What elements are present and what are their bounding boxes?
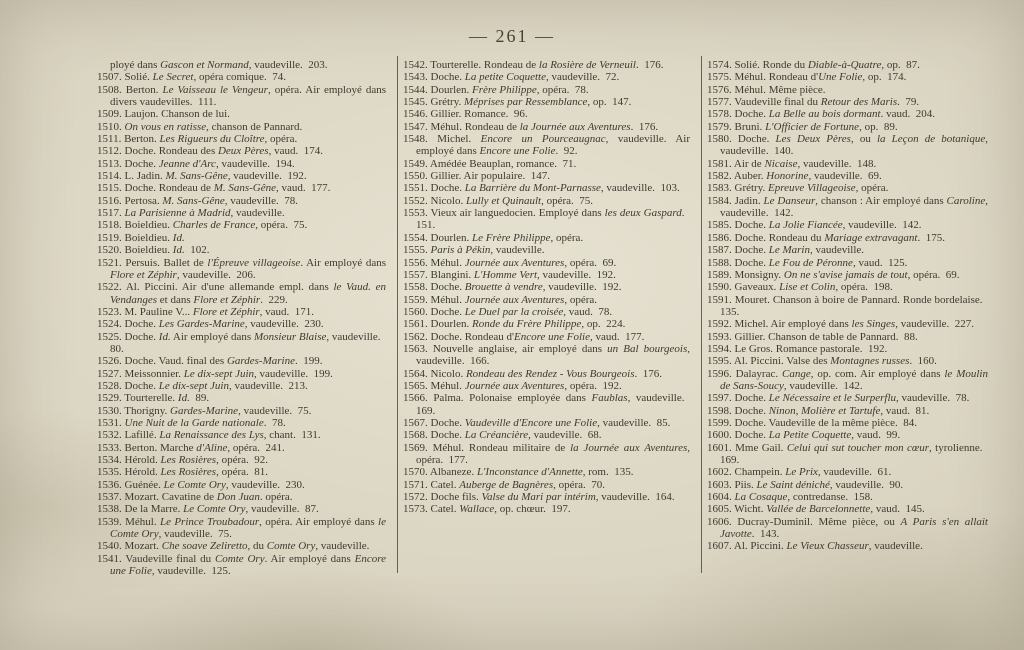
catalog-entry: 1566. Palma. Polonaise employée dans Faublas, vaudeville. 169.: [403, 392, 690, 417]
catalog-entry: 1558. Doche. Brouette à vendre, vaudeville. 192.: [403, 281, 622, 294]
catalog-entry: 1572. Doche fils. Valse du Mari par intérim, vaudeville. 164.: [403, 491, 675, 504]
catalog-entry: 1587. Doche. Le Marin, vaudeville.: [707, 244, 865, 257]
catalog-entry: 1560. Doche. Le Duel par la croisée, vaud. 78.: [403, 305, 613, 318]
catalog-entry: 1526. Doche. Vaud. final des Gardes-Marine. 199.: [97, 355, 323, 368]
catalog-entry: 1546. Gillier. Romance. 96.: [403, 108, 528, 121]
catalog-columns: [0, 59, 1024, 577]
catalog-entry: 1595. Al. Piccini. Valse des Montagnes russes. 160.: [707, 355, 937, 368]
catalog-entry: 1522. Al. Piccini. Air d'une allemande empl. dans le Vaud. en Vendanges et dans Flore et Zéphir. 229.: [97, 281, 386, 306]
catalog-entry: 1588. Doche. Le Fou de Péronne, vaud. 125.: [707, 256, 908, 269]
catalog-entry: 1556. Méhul. Journée aux Aventures, opéra. 69.: [403, 256, 617, 269]
catalog-entry: 1579. Bruni. L'Officier de Fortune, op. 89.: [707, 120, 898, 133]
catalog-entry: 1600. Doche. La Petite Coquette, vaud. 99.: [707, 429, 901, 442]
catalog-entry: 1530. Thorigny. Gardes-Marine, vaudeville. 75.: [97, 404, 312, 417]
catalog-entry: 1552. Nicolo. Lully et Quinault, opéra. 75.: [403, 194, 594, 207]
catalog-entry: 1573. Catel. Wallace, op. chœur. 197.: [403, 503, 571, 516]
catalog-entry: 1527. Meissonnier. Le dix-sept Juin, vaudeville. 199.: [97, 367, 333, 380]
catalog-entry: 1509. Laujon. Chanson de lui.: [97, 108, 230, 121]
catalog-entry: 1519. Boieldieu. Id.: [97, 231, 185, 244]
catalog-entry: 1517. La Parisienne à Madrid, vaudeville.: [97, 207, 285, 220]
catalog-entry: 1585. Doche. La Jolie Fiancée, vaudeville. 142.: [707, 219, 922, 232]
catalog-entry: 1516. Pertosa. M. Sans-Gêne, vaudeville. 78.: [97, 194, 299, 207]
catalog-entry: 1535. Hérold. Les Rosières, opéra. 81.: [97, 466, 268, 479]
catalog-entry: 1571. Catel. Auberge de Bagnères, opéra. 70.: [403, 478, 606, 491]
catalog-entry: 1507. Solié. Le Secret, opéra comique. 74.: [97, 71, 287, 84]
catalog-column-2: [403, 59, 690, 577]
page-number: — 261 —: [469, 26, 555, 46]
catalog-entry: 1553. Vieux air languedocien. Employé dans les deux Gaspard. 151.: [403, 207, 690, 232]
catalog-entry: 1577. Vaudeville final du Retour des Maris. 79.: [707, 96, 920, 109]
catalog-entry: 1523. M. Pauline V... Flore et Zéphir, vaud. 171.: [97, 305, 315, 318]
catalog-entry: 1562. Doche. Rondeau d'Encore une Folie, vaud. 177.: [403, 330, 645, 343]
catalog-entry: 1564. Nicolo. Rondeau des Rendez - Vous Bourgeois. 176.: [403, 367, 662, 380]
catalog-entry: 1550. Gillier. Air populaire. 147.: [403, 170, 550, 183]
catalog-entry: 1607. Al. Piccini. Le Vieux Chasseur, vaudeville.: [707, 540, 923, 553]
catalog-entry: 1513. Doche. Jeanne d'Arc, vaudeville. 194.: [97, 157, 295, 170]
catalog-entry: 1561. Dourlen. Ronde du Frère Philippe, op. 224.: [403, 318, 626, 331]
catalog-entry: 1569. Méhul. Rondeau militaire de la Journée aux Aventures, opéra. 177.: [403, 441, 691, 466]
catalog-entry: 1605. Wicht. Vallée de Barcelonnette, vaud. 145.: [707, 503, 925, 516]
catalog-entry: 1533. Berton. Marche d'Aline, opéra. 241.: [97, 441, 285, 454]
catalog-entry: 1603. Piis. Le Saint déniché, vaudeville. 90.: [707, 478, 904, 491]
catalog-entry: 1591. Mouret. Chanson à boire de Pannard. Ronde bordelaise. 135.: [707, 293, 988, 318]
catalog-entry: 1601. Mme Gail. Celui qui sut toucher mon cœur, tyrolienne. 169.: [707, 441, 988, 466]
catalog-entry: 1511. Berton. Les Rigueurs du Cloître, opéra.: [97, 133, 298, 146]
catalog-entry: 1598. Doche. Ninon, Molière et Tartufe, vaud. 81.: [707, 404, 930, 417]
catalog-entry: 1593. Gillier. Chanson de table de Pannard. 88.: [707, 330, 918, 343]
catalog-entry: 1549. Amédée Beauplan, romance. 71.: [403, 157, 577, 170]
catalog-entry: 1599. Doche. Vaudeville de la même pièce. 84.: [707, 416, 917, 429]
catalog-entry: 1528. Doche. Le dix-sept Juin, vaudeville. 213.: [97, 379, 308, 392]
catalog-entry: 1583. Grétry. Epreuve Villageoise, opéra.: [707, 182, 889, 195]
catalog-entry: 1559. Méhul. Journée aux Aventures, opéra.: [403, 293, 598, 306]
catalog-entry: 1548. Michel. Encore un Pourceaugnac, vaudeville. Air employé dans Encore une Folie. 92.: [403, 133, 690, 158]
catalog-entry: 1531. Une Nuit de la Garde nationale. 78.: [97, 416, 286, 429]
catalog-column-1: [97, 59, 386, 577]
catalog-entry: 1570. Albaneze. L'Inconstance d'Annette, rom. 135.: [403, 466, 634, 479]
catalog-entry: 1576. Méhul. Même pièce.: [707, 83, 826, 96]
catalog-entry: 1537. Mozart. Cavatine de Don Juan. opéra.: [97, 491, 293, 504]
catalog-entry: 1536. Guénée. Le Comte Ory, vaudeville. 230.: [97, 478, 305, 491]
catalog-entry: 1538. De la Marre. Le Comte Ory, vaudeville. 87.: [97, 503, 319, 516]
catalog-entry: 1582. Auber. Honorine, vaudeville. 69.: [707, 170, 882, 183]
catalog-entry: 1568. Doche. La Créancière, vaudeville. 68.: [403, 429, 602, 442]
catalog-entry: 1547. Méhul. Rondeau de la Journée aux Aventures. 176.: [403, 120, 659, 133]
catalog-entry: 1565. Méhul. Journée aux Aventures, opéra. 192.: [403, 379, 622, 392]
catalog-entry: 1512. Doche. Rondeau des Deux Pères, vaud. 174.: [97, 145, 323, 158]
catalog-entry: 1597. Doche. Le Nécessaire et le Surperflu, vaudeville. 78.: [707, 392, 970, 405]
catalog-entry: 1542. Tourterelle. Rondeau de la Rosière de Verneuil. 176.: [403, 59, 664, 71]
catalog-entry: 1532. Lafillé. La Renaissance des Lys, chant. 131.: [97, 429, 321, 442]
catalog-entry: 1541. Vaudeville final du Comte Ory. Air employé dans Encore une Folie, vaudeville. 125.: [97, 552, 387, 578]
catalog-entry: 1602. Champein. Le Prix, vaudeville. 61.: [707, 466, 892, 479]
catalog-entry: 1578. Doche. La Belle au bois dormant. vaud. 204.: [707, 108, 935, 121]
catalog-entry: 1539. Méhul. Le Prince Troubadour, opéra. Air employé dans le Comte Ory, vaudeville. 75.: [97, 515, 386, 541]
catalog-entry: 1510. On vous en ratisse, chanson de Pannard.: [97, 120, 303, 133]
catalog-entry: 1540. Mozart. Che soave Zeliretto, du Comte Ory, vaudeville.: [97, 540, 370, 553]
catalog-entry: 1557. Blangini. L'Homme Vert, vaudeville. 192.: [403, 268, 616, 281]
catalog-column-3: [707, 59, 988, 577]
catalog-entry: 1518. Boieldieu. Charles de France, opéra. 75.: [97, 219, 308, 232]
catalog-entry: 1524. Doche. Les Gardes-Marine, vaudeville. 230.: [97, 318, 324, 331]
catalog-entry: 1592. Michel. Air employé dans les Singes, vaudeville. 227.: [707, 318, 975, 331]
catalog-entry: 1575. Méhul. Rondeau d'Une Folie, op. 174.: [707, 71, 907, 84]
catalog-entry: ployé dans Gascon et Normand, vaudeville. 203.: [110, 59, 328, 71]
catalog-entry: 1551. Doche. La Barrière du Mont-Parnasse, vaudeville. 103.: [403, 182, 680, 195]
catalog-entry: 1555. Paris à Pékin, vaudeville.: [403, 244, 545, 257]
catalog-entry: 1594. Le Gros. Romance pastorale. 192.: [707, 342, 888, 355]
catalog-entry: 1543. Doche. La petite Coquette, vaudeville. 72.: [403, 71, 620, 84]
catalog-entry: 1604. La Cosaque, contredanse. 158.: [707, 491, 873, 504]
catalog-entry: 1554. Dourlen. Le Frère Philippe, opéra.: [403, 231, 584, 244]
catalog-entry: 1581. Air de Nicaise, vaudeville. 148.: [707, 157, 877, 170]
catalog-entry: 1515. Doche. Rondeau de M. Sans-Gêne, vaud. 177.: [97, 182, 331, 195]
column-divider-rule: [397, 56, 398, 573]
catalog-entry: 1567. Doche. Vaudeville d'Encore une Folie, vaudeville. 85.: [403, 416, 671, 429]
catalog-entry: 1590. Gaveaux. Lise et Colin, opéra. 198.: [707, 281, 893, 294]
catalog-entry: 1544. Dourlen. Frère Philippe, opéra. 78.: [403, 83, 589, 96]
catalog-entry: 1584. Jadin. Le Danseur, chanson : Air employé dans Caroline, vaudeville. 142.: [707, 194, 988, 220]
catalog-entry: 1596. Dalayrac. Cange, op. com. Air employé dans le Moulin de Sans-Soucy, vaudeville. 142.: [707, 367, 988, 392]
catalog-entry: 1525. Doche. Id. Air employé dans Monsieur Blaise, vaudeville. 80.: [97, 330, 386, 355]
catalog-entry: 1606. Ducray-Duminil. Même pièce, ou A Paris s'en allait Javotte. 143.: [707, 515, 988, 541]
catalog-entry: 1508. Berton. Le Vaisseau le Vengeur, opéra. Air employé dans divers vaudevilles. 111.: [97, 83, 386, 109]
catalog-entry: 1589. Monsigny. On ne s'avise jamais de tout, opéra. 69.: [707, 268, 960, 281]
column-divider-rule: [701, 56, 702, 573]
catalog-entry: 1580. Doche. Les Deux Pères, ou la Leçon de botanique, vaudeville. 140.: [707, 133, 988, 158]
catalog-entry: 1586. Doche. Rondeau du Mariage extravagant. 175.: [707, 231, 945, 244]
catalog-entry: 1545. Grétry. Méprises par Ressemblance, op. 147.: [403, 96, 632, 109]
catalog-entry: 1529. Tourterelle. Id. 89.: [97, 392, 210, 405]
catalog-entry: 1534. Hérold. Les Rosières, opéra. 92.: [97, 454, 268, 466]
catalog-entry: 1563. Nouvelle anglaise, air employé dans un Bal bourgeois, vaudeville. 166.: [403, 342, 690, 368]
catalog-entry: 1574. Solié. Ronde du Diable-à-Quatre, op. 87.: [707, 59, 920, 71]
catalog-entry: 1514. L. Jadin. M. Sans-Gêne, vaudeville. 192.: [97, 170, 307, 183]
catalog-entry: 1520. Boieldieu. Id. 102.: [97, 244, 210, 257]
catalog-entry: 1521. Persuis. Ballet de l'Épreuve villageoise. Air employé dans Flore et Zéphir, vaudeville. 206.: [97, 256, 386, 281]
